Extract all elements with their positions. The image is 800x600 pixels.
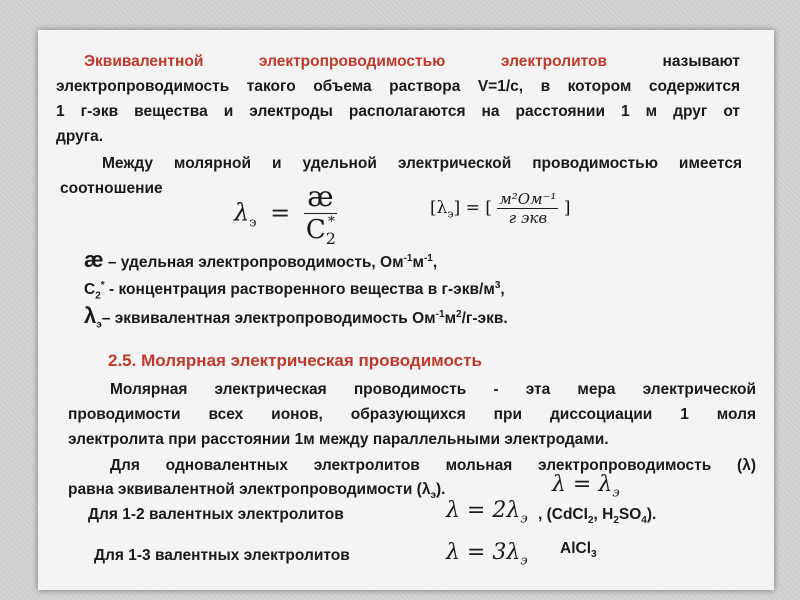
- p1-line4: друга.: [56, 128, 104, 145]
- def2-sup2: 3: [494, 280, 501, 291]
- def1-end: ,: [432, 254, 438, 272]
- term-highlight-2: электропроводимостью: [258, 53, 446, 70]
- formula2-mid: ] = [: [453, 198, 492, 218]
- section-heading: 2.5. Молярная электрическая проводимость: [108, 351, 482, 370]
- def2-text: - концентрация растворенного вещества в г-экв/м: [104, 281, 495, 299]
- formula1-lhs: λ: [234, 198, 250, 227]
- formula1-den: C: [305, 215, 326, 245]
- ex2-a: , (CdCI: [538, 506, 588, 523]
- def1-sup1: -1: [403, 253, 413, 264]
- example-1-3-valent: [560, 537, 597, 567]
- p2-line1: Между молярной и удельной электрической проводимостью имеется: [102, 155, 742, 172]
- slide-panel: [38, 30, 774, 590]
- eq3-sub: э: [520, 553, 528, 569]
- def-equivalent-conductivity: [84, 303, 508, 337]
- def2-end: ,: [500, 281, 505, 299]
- def2-sup: *: [100, 280, 105, 291]
- formula2-lhs: [λ: [430, 198, 448, 218]
- term-highlight-3: электролитов: [500, 53, 607, 70]
- formula1-den-sub: 2: [325, 229, 336, 249]
- formula2-lhs-sub: э: [447, 207, 454, 221]
- p1-line2: электропроводимость такого объема раствора V=1/c, в котором содержится: [56, 78, 740, 95]
- def3-sup1: -1: [435, 309, 445, 320]
- ex3-text: AlCl: [560, 540, 591, 557]
- formula1-den-sup: *: [327, 214, 335, 230]
- formula1-fraction: [304, 180, 337, 248]
- formula2-den: г экв: [508, 209, 548, 227]
- def1-symbol: æ: [84, 247, 104, 273]
- def2-symbol: С: [84, 281, 96, 299]
- example-1-2-valent: [538, 503, 656, 533]
- formula2-fraction: [497, 190, 558, 227]
- def1-sup2: -1: [423, 253, 433, 264]
- ex2-mid: , H: [593, 506, 614, 523]
- formula2-num: м²Ом⁻¹: [499, 190, 557, 208]
- p1-line1: [84, 50, 740, 74]
- def2-sub: 2: [95, 290, 101, 302]
- p1-word: называют: [662, 53, 740, 70]
- formula-units: [430, 190, 571, 227]
- ex2-end: ).: [646, 506, 657, 523]
- def-specific-conductivity: [84, 247, 437, 275]
- def3-sub: э: [96, 319, 102, 331]
- formula-equivalent-conductivity: [234, 180, 337, 248]
- formula1-num: æ: [304, 180, 337, 214]
- def3-m: м: [444, 310, 457, 328]
- formula2-close: ]: [563, 198, 571, 218]
- s-p2-line2-b: ).: [435, 481, 446, 498]
- def3-text: – эквивалентная электропроводимость Ом: [101, 310, 436, 328]
- ex2-sub3: 4: [641, 515, 647, 527]
- formula-1-3-valent: [446, 540, 528, 568]
- p1-line3: 1 г-экв вещества и электроды располагаются на расстоянии 1 м друг от: [56, 103, 740, 120]
- def1-text: – удельная электропроводимость, Ом: [103, 254, 404, 272]
- def1-m: м: [412, 254, 424, 272]
- s-p2-line1: Для одновалентных электролитов мольная электропроводимость (λ): [110, 457, 756, 474]
- formula-monovalent: [552, 472, 620, 500]
- s-p2-line2-a: равна эквивалентной электропроводимости (λ: [68, 481, 431, 498]
- s-p1-line1: Молярная электрическая проводимость - эта мера электрической: [110, 381, 756, 398]
- label-1-2-valent: Для 1-2 валентных электролитов: [88, 506, 344, 523]
- p2-line2: соотношение: [60, 180, 163, 197]
- def3-end: /г-экв.: [461, 310, 508, 328]
- formula-1-2-valent: [446, 498, 528, 526]
- eq2-sub: э: [520, 511, 528, 527]
- eq1-sub: э: [612, 485, 620, 501]
- label-1-3-valent: Для 1-3 валентных электролитов: [94, 547, 350, 564]
- eq2-text: λ = 2λ: [446, 498, 521, 523]
- formula1-eq: =: [270, 198, 291, 227]
- eq1-text: λ = λ: [552, 472, 613, 497]
- s-p1-line3: электролита при расстоянии 1м между параллельными электродами.: [68, 431, 609, 448]
- formula1-lhs-sub: э: [249, 215, 257, 231]
- ex2-so: SO: [618, 506, 642, 523]
- s-p1-line2: проводимости всех ионов, образующихся при диссоциации 1 моля: [68, 406, 756, 423]
- s-p2-line2-sub: э: [430, 490, 436, 502]
- ex2-sub1: 2: [587, 515, 594, 527]
- def3-symbol: λ: [84, 303, 97, 329]
- term-highlight: Эквивалентной: [84, 53, 204, 70]
- ex2-sub2: 2: [613, 515, 619, 527]
- ex3-sub: 3: [591, 549, 597, 561]
- eq3-text: λ = 3λ: [446, 540, 521, 565]
- def3-sup2: 2: [456, 309, 462, 320]
